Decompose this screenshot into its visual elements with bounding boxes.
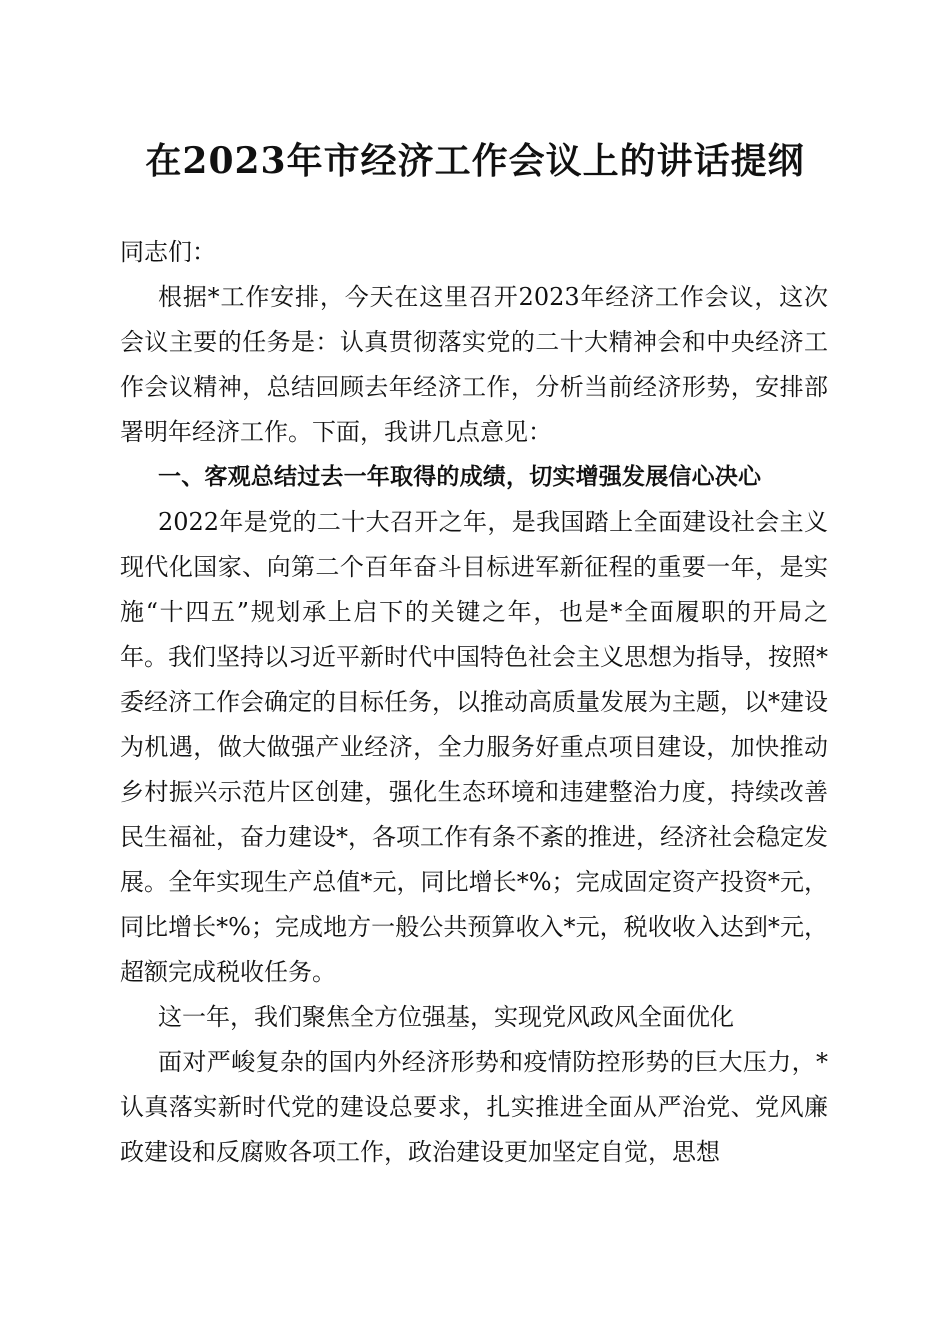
intro-paragraph: 根据*工作安排，今天在这里召开2023年经济工作会议，这次会议主要的任务是：认真贯彻落实党的二十大精神会和中央经济工作会议精神，总结回顾去年经济工作，分析当前经济形势，安排部署明年经济工作。下面，我讲几点意见： <box>120 283 828 446</box>
document-body <box>120 230 828 1175</box>
document-title: 在2023年市经济工作会议上的讲话提纲 <box>145 140 805 182</box>
party-building-paragraph: 面对严峻复杂的国内外经济形势和疫情防控形势的巨大压力，*认真落实新时代党的建设总要求，扎实推进全面从严治党、党风廉政建设和反腐败各项工作，政治建设更加坚定自觉，思想 <box>120 1048 828 1166</box>
subheading-paragraph: 这一年，我们聚焦全方位强基，实现党风政风全面优化 <box>158 1003 734 1031</box>
salutation: 同志们： <box>120 238 216 266</box>
section-heading-1: 一、客观总结过去一年取得的成绩，切实增强发展信心决心 <box>158 464 762 490</box>
achievements-paragraph: 2022年是党的二十大召开之年，是我国踏上全面建设社会主义现代化国家、向第二个百年奋斗目标进军新征程的重要一年，是实施“十四五”规划承上启下的关键之年，也是*全面履职的开局之年。我们坚持以习近平新时代中国特色社会主义思想为指导，按照*委经济工作会确定的目标任务，以推动高质量发展为主题，以*建设为机遇，做大做强产业经济，全力服务好重点项目建设，加快推动乡村振兴示范片区创建，强化生态环境和违建整治力度，持续改善民生福祉，奋力建设*，各项工作有条不紊的推进，经济社会稳定发展。全年实现生产总值*元，同比增长*%；完成固定资产投资*元，同比增长*%；完成地方一般公共预算收入*元，税收收入达到*元，超额完成税收任务。 <box>120 508 828 986</box>
